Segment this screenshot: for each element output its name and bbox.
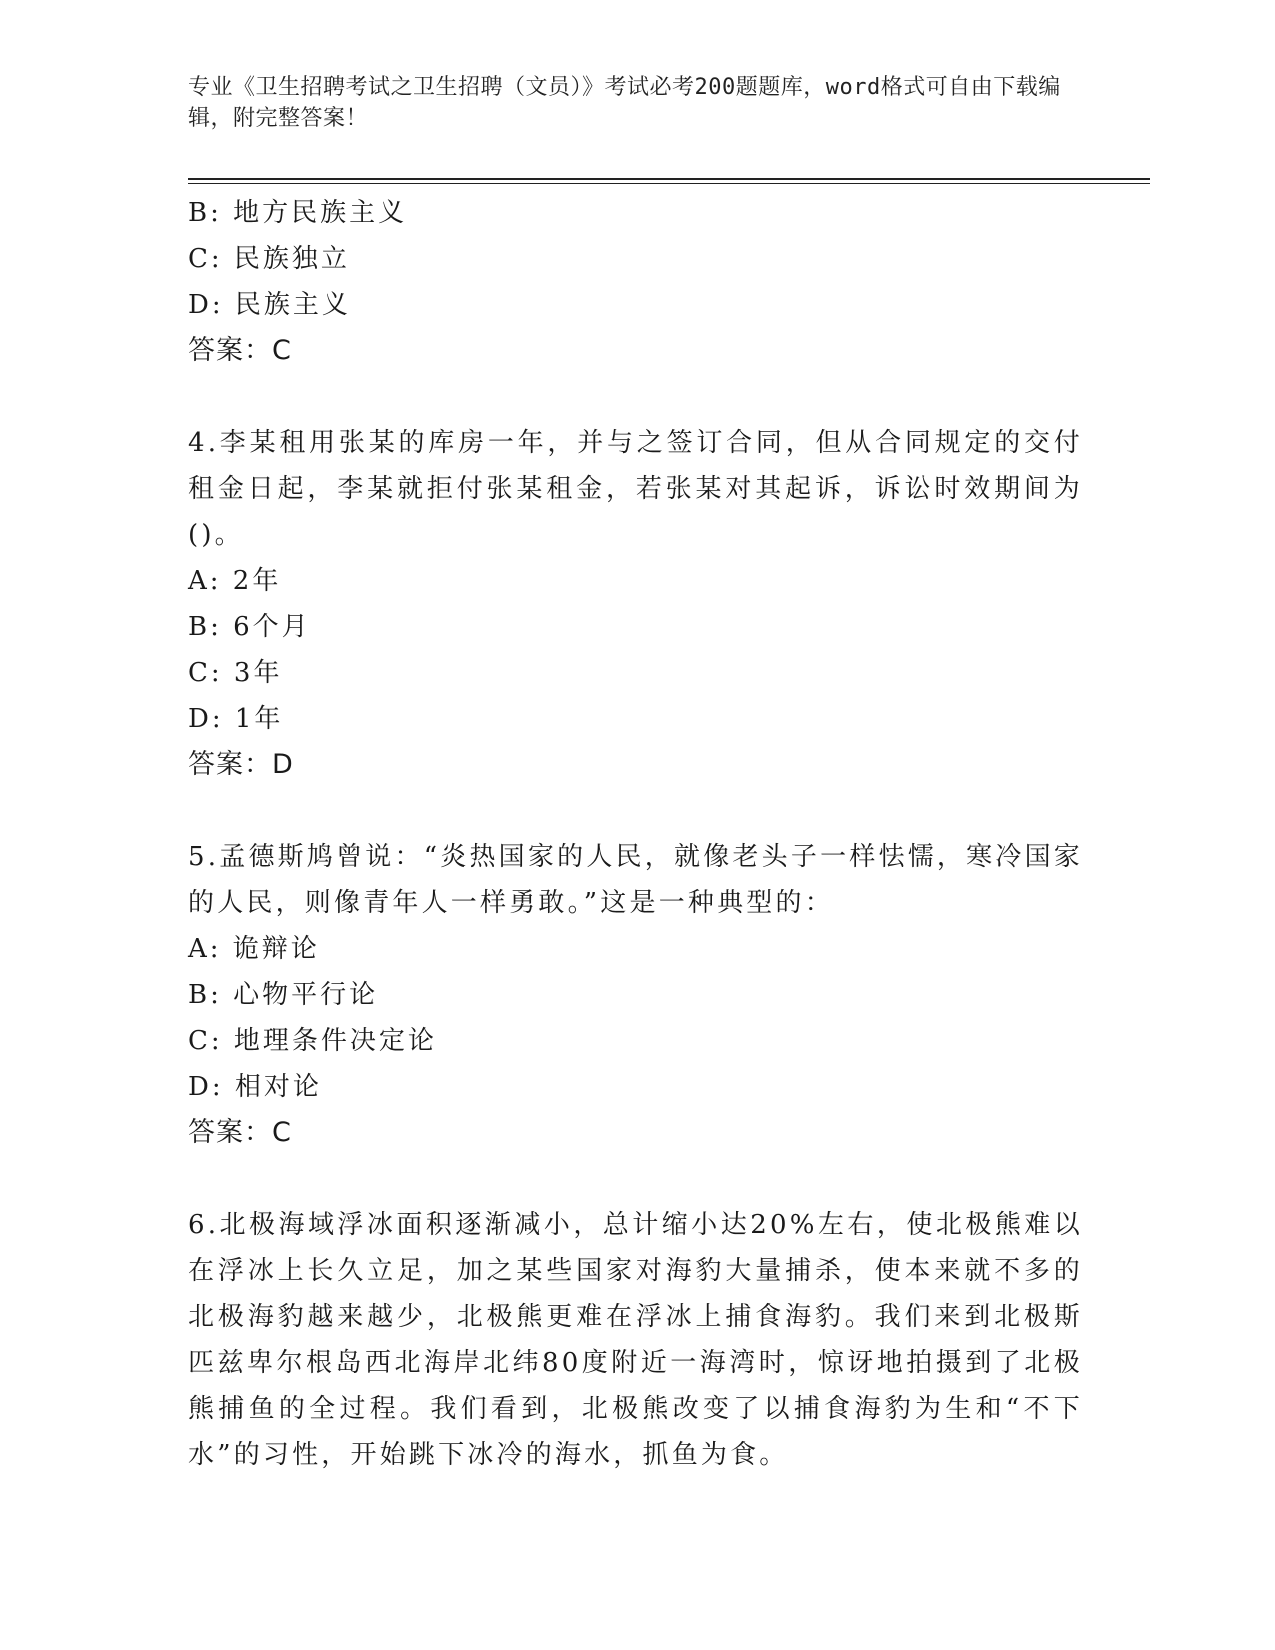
question-3-continued	[188, 190, 1088, 374]
option-c: C: 地理条件决定论	[188, 1026, 437, 1056]
option-b: B: 心物平行论	[188, 980, 379, 1010]
question-text: 6.北极海域浮冰面积逐渐减小，总计缩小达20%左右，使北极熊难以在浮冰上长久立足，加之某些国家对海豹大量捕杀，使本来就不多的北极海豹越来越少，北极熊更难在浮冰上捕食海豹。我们来到北极斯匹兹卑尔根岛西北海岸北纬80度附近一海湾时，惊讶地拍摄到了北极熊捕鱼的全过程。我们看到，北极熊改变了以捕食海豹为生和“不下水”的习性，开始跳下冰冷的海水，抓鱼为食。	[188, 1210, 1083, 1470]
option-a: A: 诡辩论	[188, 934, 320, 964]
option-a: A: 2年	[188, 566, 282, 596]
question-6	[188, 1202, 1088, 1478]
question-5	[188, 834, 1088, 1156]
document-body	[188, 190, 1088, 1478]
question-text: 5.孟德斯鸠曾说：“炎热国家的人民，就像老头子一样怯懦，寒冷国家的人民，则像青年人一样勇敢。”这是一种典型的：	[188, 842, 1083, 918]
option-c: C: 民族独立	[188, 244, 350, 274]
option-d: D: 民族主义	[188, 290, 351, 320]
spacer	[188, 1156, 1088, 1202]
answer-line: 答案：C	[188, 335, 292, 366]
option-c: C: 3年	[188, 658, 283, 688]
option-d: D: 相对论	[188, 1072, 322, 1102]
header-rule	[188, 178, 1150, 180]
header-rule-thin	[188, 183, 1150, 184]
spacer	[188, 374, 1088, 420]
page-header: 专业《卫生招聘考试之卫生招聘（文员）》考试必考200题题库，word格式可自由下载编辑，附完整答案！	[188, 75, 1061, 131]
question-4	[188, 420, 1088, 788]
question-text: 4.李某租用张某的库房一年，并与之签订合同，但从合同规定的交付租金日起，李某就拒付张某租金，若张某对其起诉，诉讼时效期间为()。	[188, 428, 1083, 550]
option-d: D: 1年	[188, 704, 284, 734]
spacer	[188, 788, 1088, 834]
answer-line: 答案：D	[188, 749, 294, 780]
option-b: B: 地方民族主义	[188, 198, 408, 228]
answer-line: 答案：C	[188, 1117, 292, 1148]
option-b: B: 6个月	[188, 612, 311, 642]
